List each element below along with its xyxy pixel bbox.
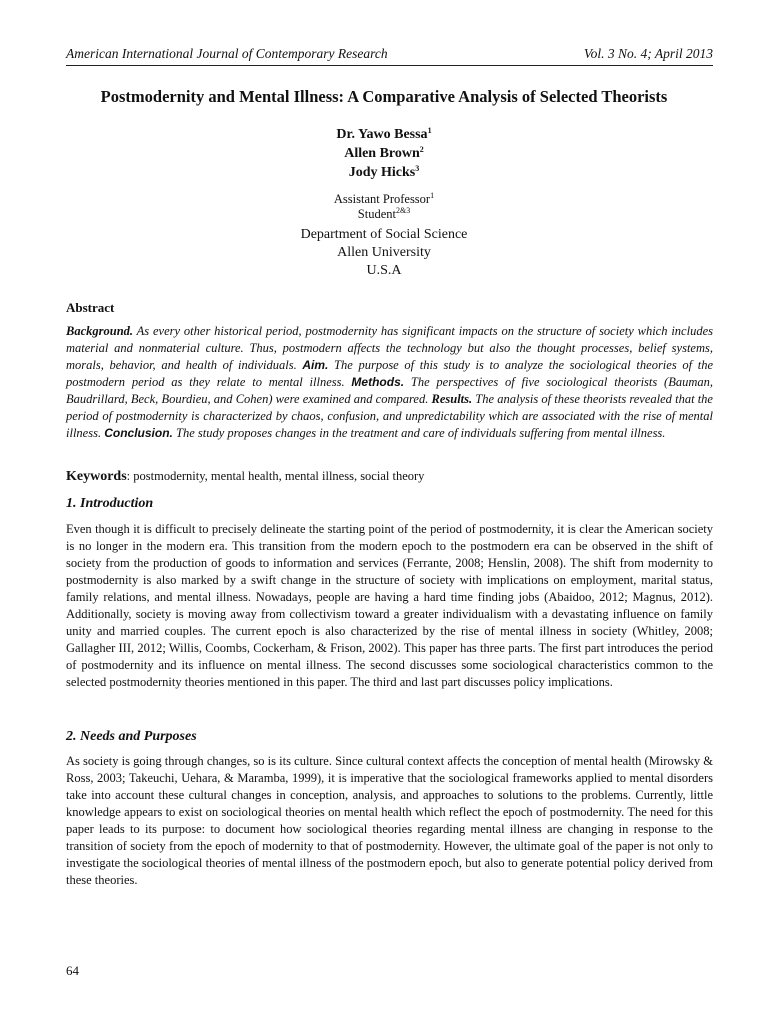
abstract-text: Background. As every other historical period, postmodernity has significant impacts on the structure of society which includes material and nonmaterial culture. Thus, postmodern affects the technology but also the thought processes, belief systems, morals, behavior, and health of individuals. Aim. The purpose of this study is to analyze the sociological theories of the postmodern period as they relate to mental illness. Methods. The perspectives of five sociological theorists (Bauman, Baudrillard, Beck, Bourdieu, and Cohen) were examined and compared. Results. The analysis of these theorists revealed that the period of postmodernity is characterized by chaos, confusion, and unpredictability which are associated with the rise of mental illness. Conclusion. The study proposes changes in the treatment and care of individuals suffering from mental illness.	[66, 324, 713, 440]
page-number: 64	[66, 963, 79, 978]
section-body-needs-and-purposes: As society is going through changes, so is its culture. Since cultural context affects the conception of mental health (Mirowsky & Ross, 2003; Takeuchi, Uehara, & Maramba, 1999), it is imperative that the sociological frameworks applied to mental disorders take into account these cultural changes in conception, analysis, and approaches to solutions to the problems. Currently, little knowledge appears to exist on sociological theories on mental health which reflect the epoch of postmodernity. The need for this paper leads to its purpose: to document how sociological theories regarding mental illness are changing in response to the transition of society from the epoch of modernity to that of postmodernity. However, the ultimate goal of the paper is not only to investigate the sociological theories of mental illness of the postmodern epoch, but also to generate potential policy derived from these theories.	[66, 754, 713, 887]
section-heading-needs-and-purposes: 2. Needs and Purposes	[66, 729, 197, 744]
author-roles	[0, 192, 768, 222]
abstract-heading: Abstract	[66, 300, 115, 315]
running-header	[66, 46, 713, 62]
keywords-list: : postmodernity, mental health, mental illness, social theory	[126, 469, 425, 483]
abstract-aim-label: Aim.	[302, 358, 329, 372]
keywords-label: Keywords	[66, 469, 127, 484]
university: Allen University	[337, 245, 431, 260]
journal-name: American International Journal of Contemporary Research	[66, 46, 388, 61]
role: Student$^{2\&3}$	[357, 206, 411, 221]
author: Jody Hicks$^3$	[348, 164, 420, 180]
abstract-conclusion-label: Conclusion.	[104, 426, 173, 440]
country: U.S.A	[366, 263, 402, 278]
abstract-results-label: Results.	[431, 392, 473, 406]
abstract-background-label: Background.	[66, 324, 134, 338]
header-rule	[66, 65, 713, 66]
author: Dr. Yawo Bessa$^1$	[336, 126, 432, 142]
department: Department of Social Science	[300, 227, 468, 242]
keywords	[66, 469, 713, 485]
author-list	[0, 125, 768, 182]
issue-info: Vol. 3 No. 4; April 2013	[583, 46, 713, 61]
section-body-introduction: Even though it is difficult to precisely delineate the starting point of the period of postmodernity, it is clear the American society is no longer in the modern era. This transition from the modern epoch to the postmodern era can be observed in the shift of society from the production of goods to information and services (Ferrante, 2008; Henslin, 2008). The shift from modernity to postmodernity is also marked by a swift change in the structure of society with implications on employment, marital status, family relations, and mental illness. Nowadays, people are having a hard time finding jobs (Abaidoo, 2012; Magnus, 2012). Additionally, society is moving away from collectivism toward a greater individualism with a devastating influence on family unity and married couples. The current epoch is also characterized by the rise of mental illness in society (Whitley, 2008; Gallagher III, 2012; Willis, Coombs, Cockerham, & Frison, 2002). This paper has three parts. The first part introduces the period of postmodernity and its influence on mental illness. The second discusses some sociological characteristics common to the selected postmodernity theories mentioned in this paper. The third and last part discusses policy implications.	[66, 522, 713, 689]
author: Allen Brown$^2$	[344, 145, 424, 161]
abstract-methods-label: Methods.	[351, 375, 405, 389]
section-heading-introduction: 1. Introduction	[66, 496, 154, 511]
affiliation	[0, 226, 768, 280]
paper-title: Postmodernity and Mental Illness: A Comparative Analysis of Selected Theorists	[100, 87, 668, 106]
role: Assistant Professor$^1$	[333, 191, 435, 206]
